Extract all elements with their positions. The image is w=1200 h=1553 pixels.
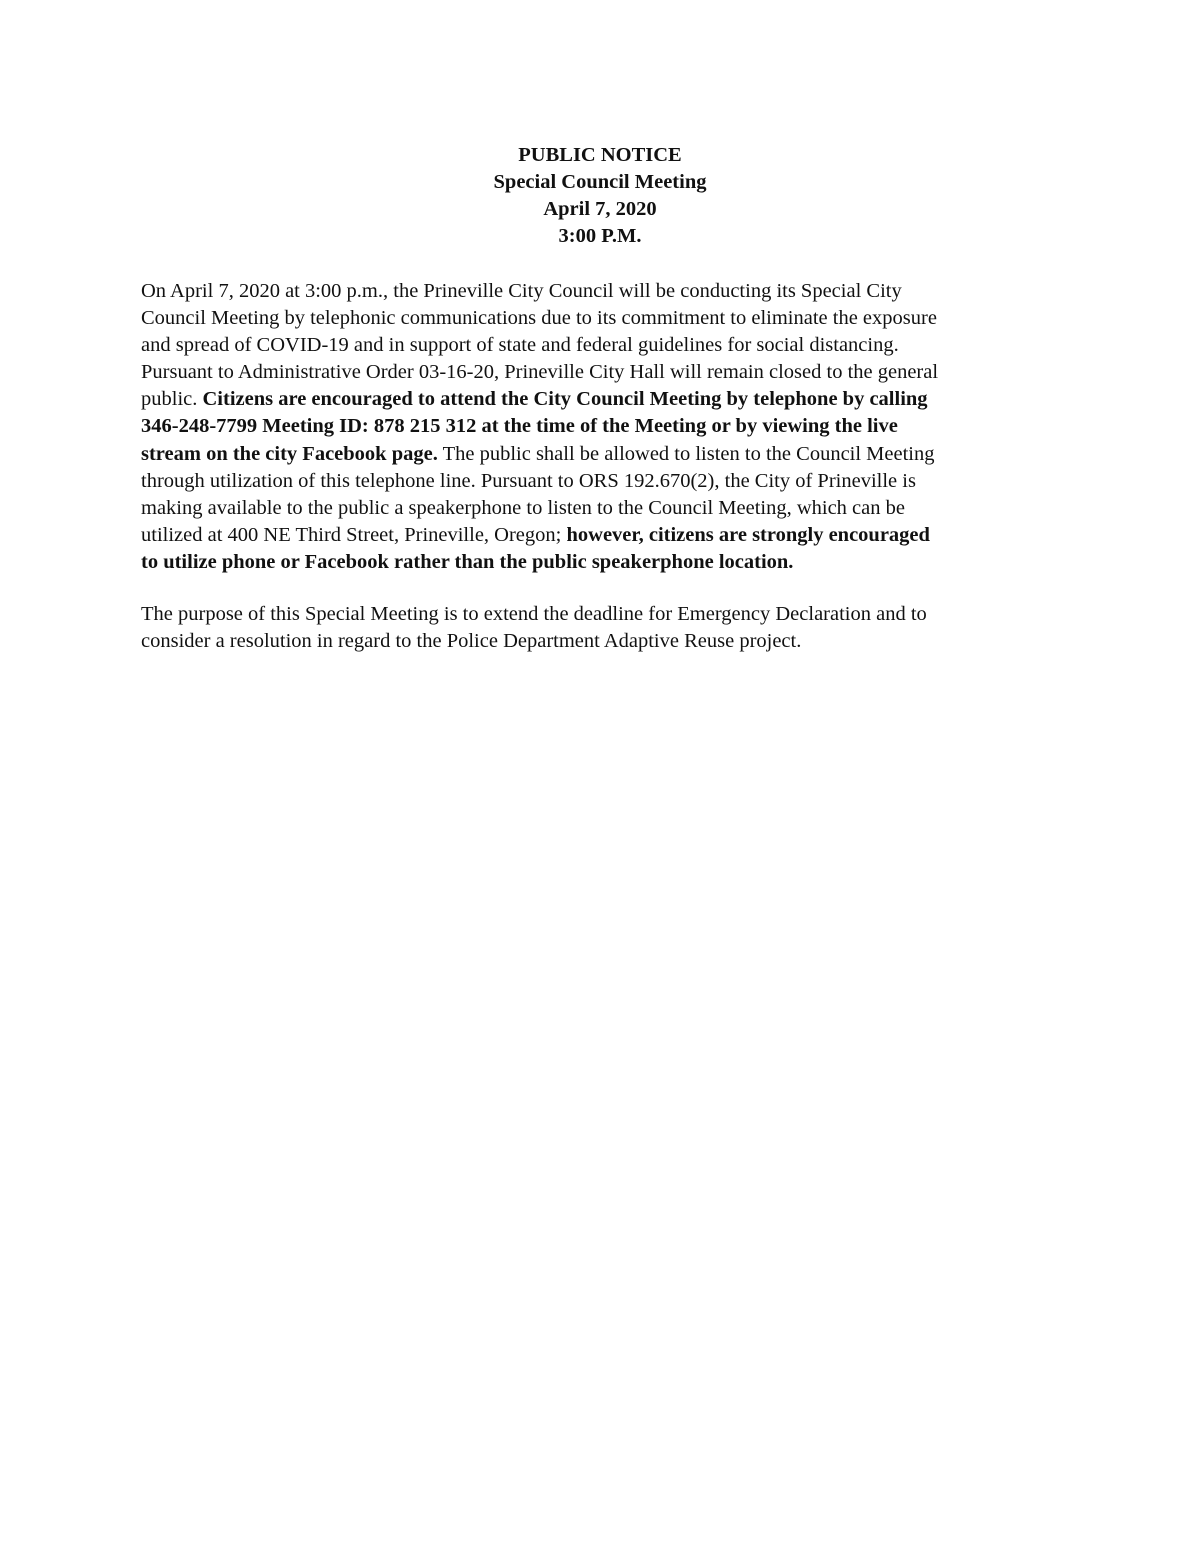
meeting-type: Special Council Meeting <box>493 171 707 193</box>
paragraph-line <box>141 522 1066 549</box>
paragraph-line: 346-248-7799 Meeting ID: 878 215 312 at the time of the Meeting or by viewing the live <box>141 415 898 438</box>
notice-paragraph-purpose <box>141 601 1066 655</box>
bold-text-run: however, citizens are strongly encouraged <box>566 523 930 546</box>
paragraph-line: making available to the public a speakerphone to listen to the Council Meeting, which can be <box>141 496 905 519</box>
notice-header <box>0 142 1200 250</box>
paragraph-line <box>141 386 1066 413</box>
paragraph-line: to utilize phone or Facebook rather than the public speakerphone location. <box>141 550 794 573</box>
paragraph-line: On April 7, 2020 at 3:00 p.m., the Prineville City Council will be conducting its Special City <box>141 280 902 302</box>
notice-title: PUBLIC NOTICE <box>518 144 682 166</box>
paragraph-line: Council Meeting by telephonic communications due to its commitment to eliminate the exposure <box>141 307 937 330</box>
text-run: The public shall be allowed to listen to the Council Meeting <box>437 442 935 465</box>
paragraph-line: The purpose of this Special Meeting is to extend the deadline for Emergency Declaration and to <box>141 603 927 625</box>
paragraph-line <box>141 441 1066 468</box>
text-run: public. <box>141 388 203 411</box>
paragraph-line: Pursuant to Administrative Order 03-16-20, Prineville City Hall will remain closed to the general <box>141 361 939 384</box>
meeting-time: 3:00 P.M. <box>558 225 642 247</box>
bold-text-run: Citizens are encouraged to attend the City Council Meeting by telephone by calling <box>202 388 928 411</box>
text-run: utilized at 400 NE Third Street, Prineville, Oregon; <box>141 523 567 546</box>
meeting-date: April 7, 2020 <box>543 198 657 220</box>
paragraph-line: and spread of COVID-19 and in support of state and federal guidelines for social distancing. <box>141 334 899 357</box>
bold-text-run: stream on the city Facebook page. <box>141 442 438 465</box>
paragraph-line: through utilization of this telephone line. Pursuant to ORS 192.670(2), the City of Prineville is <box>141 469 916 492</box>
notice-paragraph-details <box>141 278 1066 576</box>
paragraph-line: consider a resolution in regard to the Police Department Adaptive Reuse project. <box>141 630 802 653</box>
